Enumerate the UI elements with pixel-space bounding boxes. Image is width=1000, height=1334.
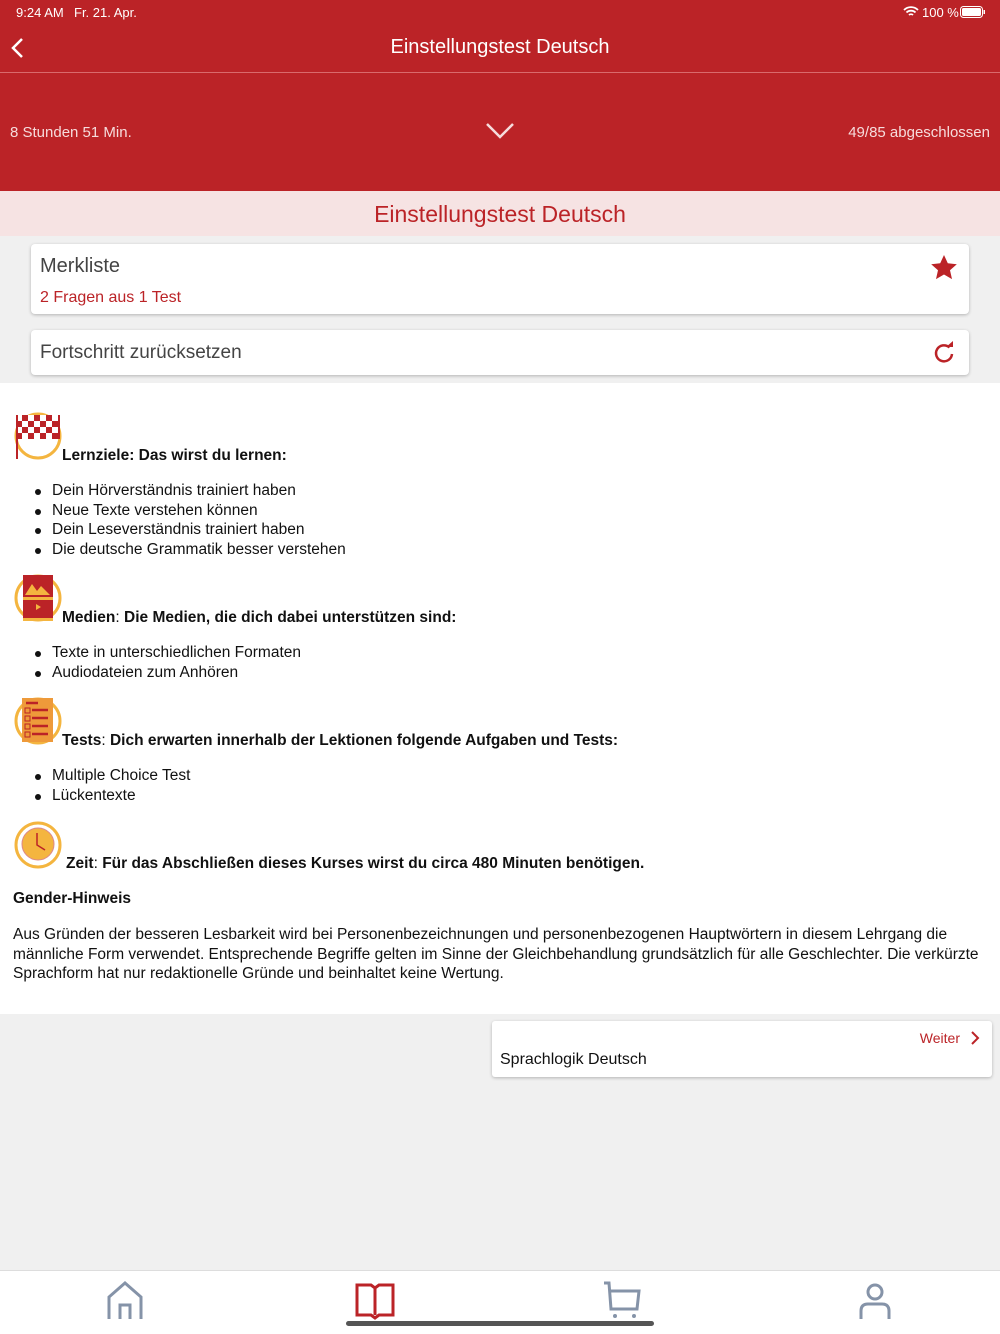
battery-icon xyxy=(960,6,986,18)
heading-text: Die Medien, die dich dabei unterstützen sind: xyxy=(124,609,457,626)
heading-text: Für das Abschließen dieses Kurses wirst du circa 480 Minuten benötigen. xyxy=(102,855,645,872)
heading-label: Zeit xyxy=(66,855,94,872)
course-description xyxy=(0,383,1000,1014)
nav-title: Einstellungstest Deutsch xyxy=(390,36,610,58)
checklist-icon xyxy=(13,696,63,746)
next-label: Weiter xyxy=(919,1030,960,1046)
divider xyxy=(0,72,1000,73)
section-heading xyxy=(62,609,456,627)
next-title: Sprachlogik Deutsch xyxy=(500,1051,647,1068)
next-lesson-button[interactable] xyxy=(492,1021,992,1077)
course-title: Einstellungstest Deutsch xyxy=(0,191,1000,236)
checkered-flag-icon xyxy=(13,411,63,461)
watchlist-title: Merkliste xyxy=(40,255,121,277)
status-date: Fr. 21. Apr. xyxy=(74,5,137,20)
section-heading xyxy=(62,732,618,750)
section-heading xyxy=(66,855,644,873)
heading-text: Dich erwarten innerhalb der Lektionen folgende Aufgaben und Tests: xyxy=(109,732,619,749)
tab-courses[interactable] xyxy=(355,1281,395,1321)
list-item: Multiple Choice Test xyxy=(52,767,191,784)
completed-count: 49/85 abgeschlossen xyxy=(848,124,990,141)
gender-text: Aus Gründen der besseren Lesbarkeit wird bei Personenbezeichnungen und personenbezogenen Hauptwörtern in diesem Lehrgang die männliche Form verwendet. Entsprechende Begriffe gelten im Sinne der Gleichbehandlung grundsätzlich für alle Geschlechter. Die verkürzte Sprachform hat nur redaktionelle Gründe und beinhaltet keine Wertung. xyxy=(13,926,979,983)
heading-label: Medien xyxy=(62,609,116,626)
refresh-icon xyxy=(933,341,957,365)
time-left: 8 Stunden 51 Min. xyxy=(10,124,132,141)
watchlist-card[interactable] xyxy=(31,244,969,314)
star-icon xyxy=(930,254,958,282)
tab-profile[interactable] xyxy=(858,1281,892,1321)
tab-shop[interactable] xyxy=(603,1281,647,1321)
clock-icon xyxy=(13,820,63,870)
reset-progress-button[interactable] xyxy=(31,330,969,375)
reset-label: Fortschritt zurücksetzen xyxy=(40,342,242,363)
tests-list xyxy=(52,766,190,805)
list-item: Audiodateien zum Anhören xyxy=(52,663,301,683)
header xyxy=(0,0,1000,191)
list-item: Texte in unterschiedlichen Formaten xyxy=(52,644,301,661)
battery-label: 100 % xyxy=(922,5,959,20)
list-item: Lückentexte xyxy=(52,786,190,806)
heading-sep: : xyxy=(115,609,125,626)
heading-sep: : xyxy=(93,855,103,872)
chevron-right-icon xyxy=(970,1030,980,1046)
home-indicator xyxy=(346,1321,654,1326)
heading-sep: : xyxy=(101,732,110,749)
watchlist-subtitle: 2 Fragen aus 1 Test xyxy=(40,289,182,306)
media-icon xyxy=(13,573,63,623)
wifi-icon xyxy=(903,6,919,18)
section-heading: Lernziele: Das wirst du lernen: xyxy=(62,447,287,464)
goals-list xyxy=(52,481,346,559)
gender-title: Gender-Hinweis xyxy=(13,890,131,907)
tab-home[interactable] xyxy=(106,1281,144,1321)
list-item: Dein Hörverständnis trainiert haben xyxy=(52,481,346,501)
list-item: Dein Leseverständnis trainiert haben xyxy=(52,520,346,540)
list-item: Die deutsche Grammatik besser verstehen xyxy=(52,540,346,558)
chevron-down-icon[interactable] xyxy=(484,118,516,142)
status-time: 9:24 AM xyxy=(16,5,64,20)
media-list xyxy=(52,643,301,682)
heading-label: Tests xyxy=(62,732,102,749)
list-item: Neue Texte verstehen können xyxy=(52,501,346,521)
